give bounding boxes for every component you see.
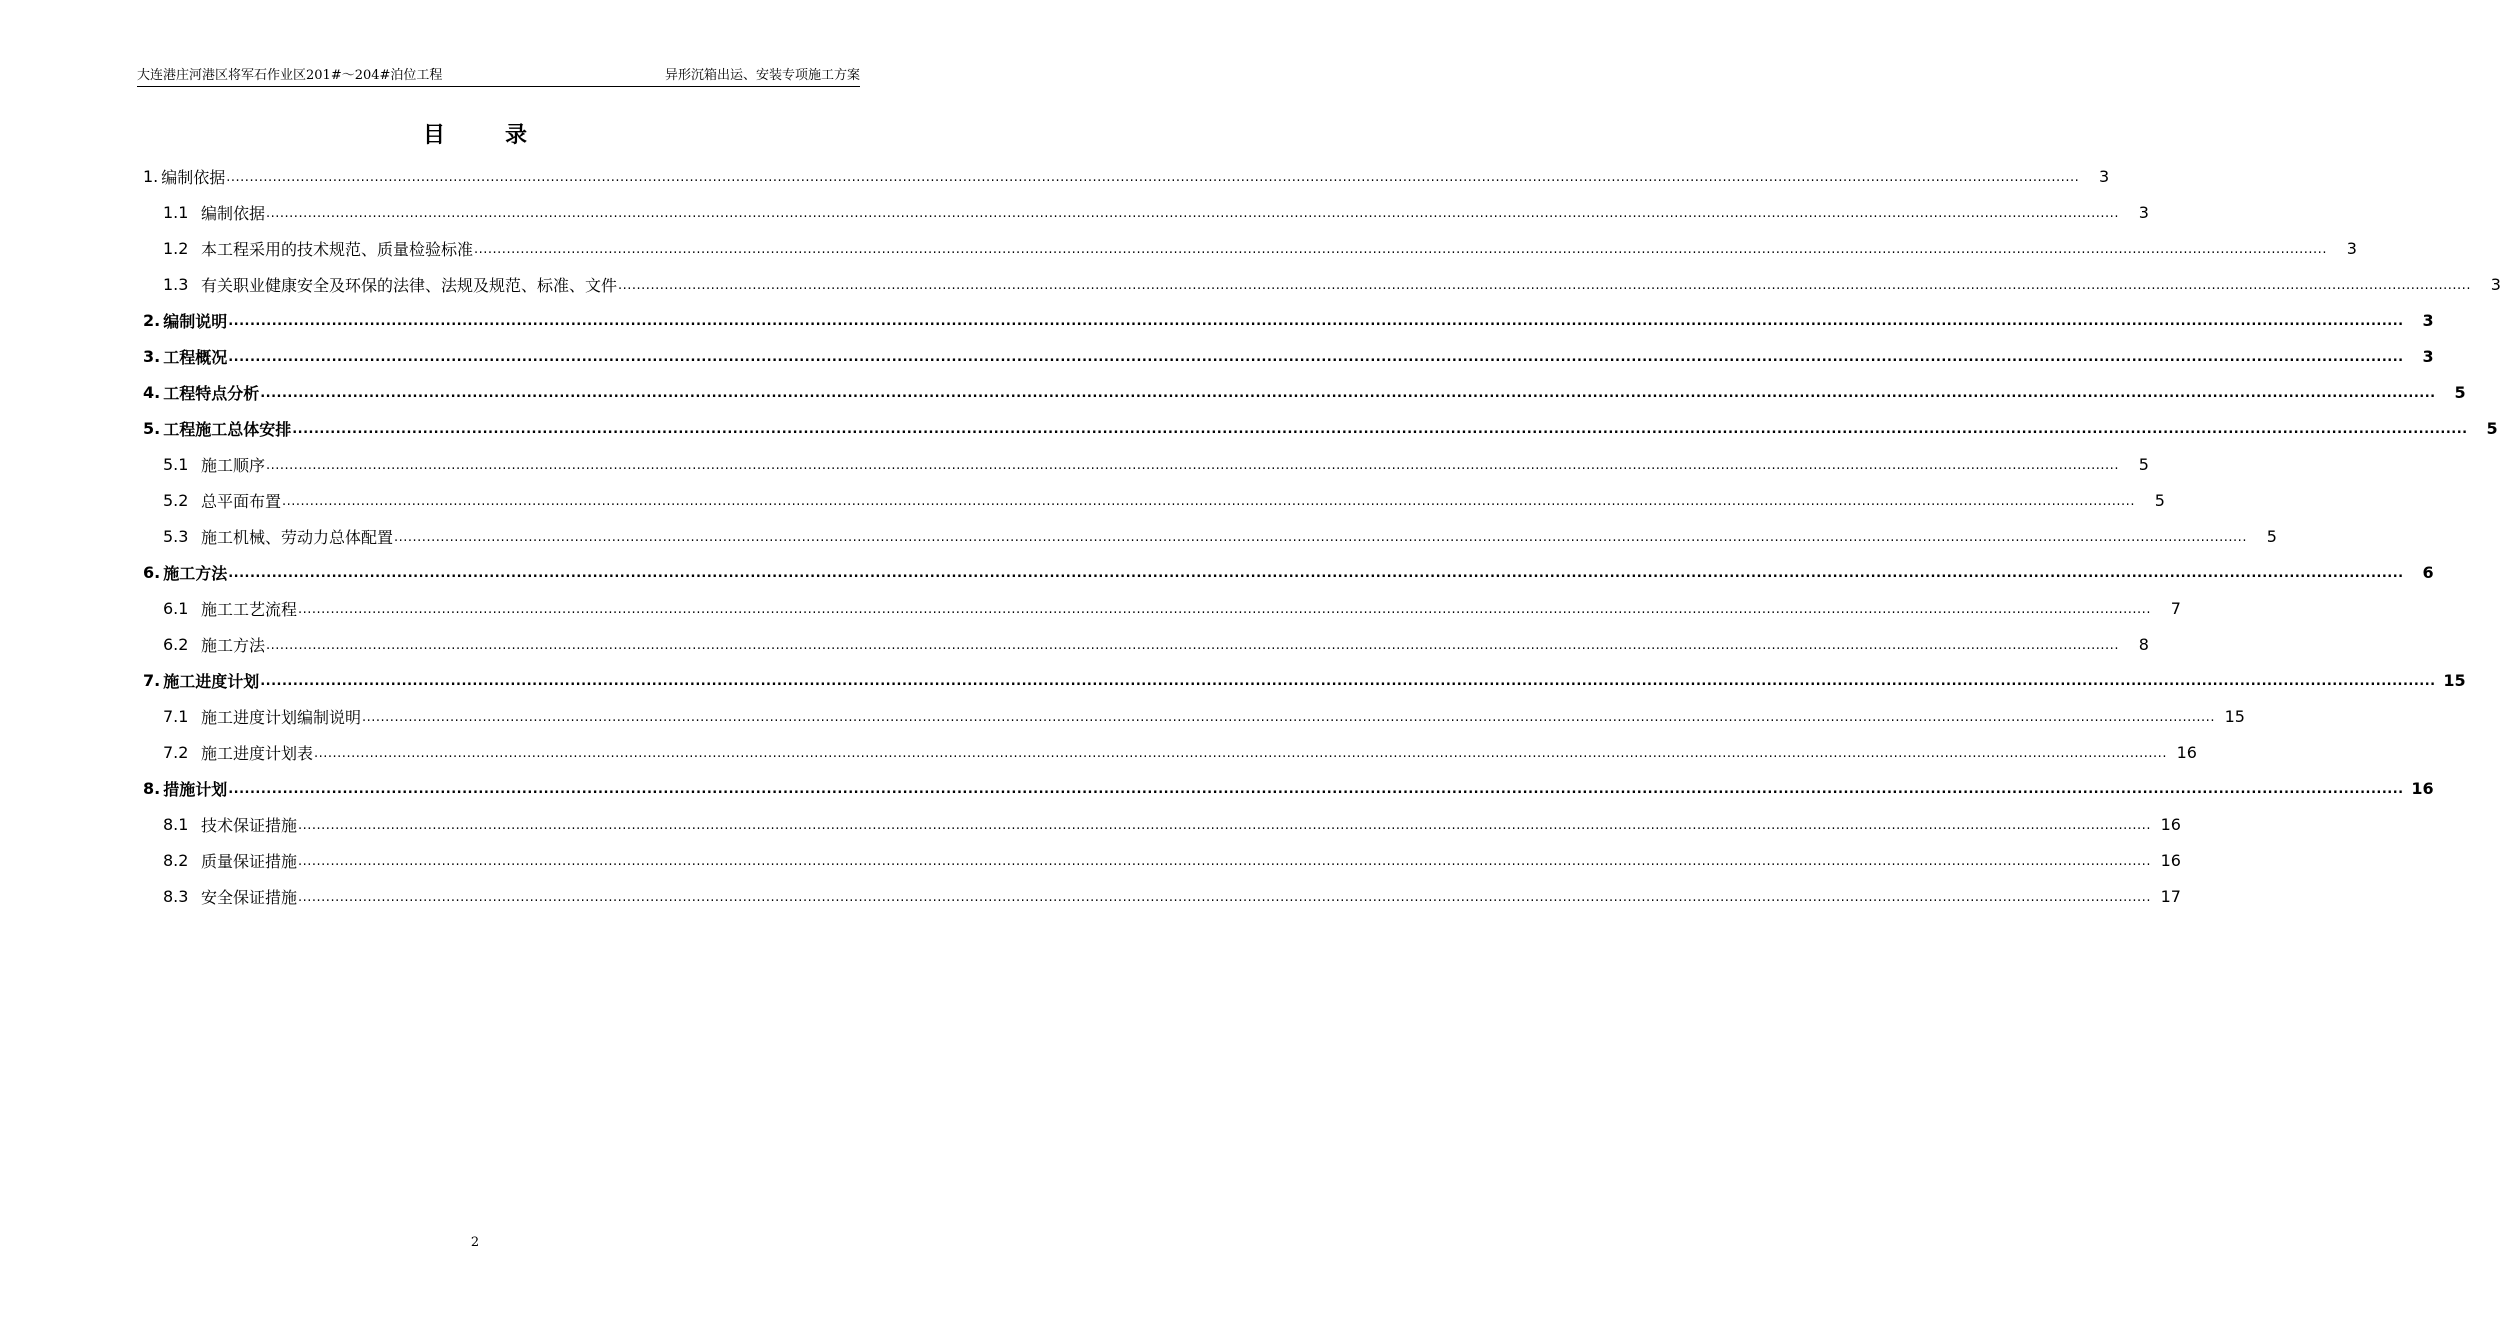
toc-leader-dots: ................................................................................................................................................................................................................................................................................................................................................................................................................: [314, 746, 2167, 761]
toc-title-part2: 录: [505, 123, 528, 148]
toc-entry[interactable]: [143, 626, 2149, 662]
toc-entry-label: 工程施工总体安排: [163, 419, 292, 439]
toc-entry[interactable]: [143, 554, 2434, 590]
toc-entry-label: 技术保证措施: [201, 815, 298, 835]
toc-entry[interactable]: [143, 662, 2466, 698]
toc-entry-page: 8: [2138, 634, 2149, 654]
toc-entry-page: 5: [2454, 382, 2466, 402]
toc-entry-page: 3: [2490, 274, 2501, 294]
toc-entry-page: 5: [2486, 418, 2498, 438]
toc-entry-number: 1.1: [163, 202, 189, 222]
toc-entry-number: 5.: [143, 418, 161, 438]
toc-entry-label: 工程概况: [163, 347, 228, 367]
toc-entry[interactable]: [143, 590, 2181, 626]
toc-entry-page: 3: [2346, 238, 2357, 258]
toc-entry-page: 3: [2099, 166, 2110, 186]
toc-entry-label: 施工工艺流程: [201, 599, 298, 619]
toc-entry-number: 5.1: [163, 454, 189, 474]
toc-entry-label: 施工机械、劳动力总体配置: [201, 527, 394, 547]
toc-entry-label: 本工程采用的技术规范、质量检验标准: [201, 239, 474, 259]
toc-leader-dots: ................................................................................................................................................................................................................................................................................................................................................................................................................: [618, 278, 2471, 293]
toc-leader-dots: ................................................................................................................................................................................................................................................................................................................................................................................................................: [228, 314, 2404, 329]
toc-leader-dots: ................................................................................................................................................................................................................................................................................................................................................................................................................: [228, 566, 2404, 581]
toc-entry-page: 16: [2160, 814, 2181, 834]
toc-leader-dots: ................................................................................................................................................................................................................................................................................................................................................................................................................: [260, 386, 2436, 401]
toc-entry-page: 16: [2176, 742, 2197, 762]
toc-leader-dots: ................................................................................................................................................................................................................................................................................................................................................................................................................: [260, 674, 2436, 689]
toc-entry-number: 2.: [143, 310, 161, 330]
toc-entry[interactable]: [143, 194, 2149, 230]
toc-entry-number: 7.: [143, 670, 161, 690]
toc-entry-number: 8.3: [163, 886, 189, 906]
toc-entry-number: 8.1: [163, 814, 189, 834]
toc-entry-number: 5.2: [163, 490, 189, 510]
toc-leader-dots: ................................................................................................................................................................................................................................................................................................................................................................................................................: [298, 890, 2151, 905]
toc-entry-label: 编制依据: [161, 167, 226, 187]
toc-leader-dots: ................................................................................................................................................................................................................................................................................................................................................................................................................: [226, 170, 2080, 185]
toc-entry[interactable]: [143, 806, 2181, 842]
page-number: 2: [470, 1235, 480, 1250]
toc-entry-label: 安全保证措施: [201, 887, 298, 907]
toc-entry-number: 1.3: [163, 274, 189, 294]
toc-leader-dots: ................................................................................................................................................................................................................................................................................................................................................................................................................: [292, 422, 2468, 437]
toc-entry-label: 施工顺序: [201, 455, 266, 475]
toc-leader-dots: ................................................................................................................................................................................................................................................................................................................................................................................................................: [228, 350, 2404, 365]
table-of-contents: [143, 158, 2501, 914]
toc-entry[interactable]: [143, 698, 2245, 734]
toc-entry[interactable]: [143, 266, 2501, 302]
toc-entry-number: 3.: [143, 346, 161, 366]
toc-entry-page: 7: [2170, 598, 2181, 618]
toc-leader-dots: ................................................................................................................................................................................................................................................................................................................................................................................................................: [298, 818, 2151, 833]
toc-entry-page: 3: [2422, 310, 2434, 330]
toc-entry[interactable]: [143, 482, 2165, 518]
toc-entry-number: 5.3: [163, 526, 189, 546]
header-project-name: 大连港庄河港区将军石作业区201#～204#泊位工程: [137, 68, 443, 83]
toc-entry-number: 4.: [143, 382, 161, 402]
toc-entry[interactable]: [143, 338, 2434, 374]
toc-entry-page: 5: [2138, 454, 2149, 474]
toc-entry-label: 编制说明: [163, 311, 228, 331]
toc-entry-number: 6.2: [163, 634, 189, 654]
toc-entry-label: 措施计划: [163, 779, 228, 799]
toc-entry-number: 8.: [143, 778, 161, 798]
toc-entry[interactable]: [143, 842, 2181, 878]
toc-entry[interactable]: [143, 410, 2498, 446]
toc-entry[interactable]: [143, 734, 2197, 770]
toc-leader-dots: ................................................................................................................................................................................................................................................................................................................................................................................................................: [266, 206, 2119, 221]
toc-entry-page: 5: [2266, 526, 2277, 546]
toc-entry-number: 1.2: [163, 238, 189, 258]
toc-entry-page: 3: [2422, 346, 2434, 366]
toc-entry-number: 7.2: [163, 742, 189, 762]
toc-entry-label: 施工进度计划编制说明: [201, 707, 362, 727]
toc-entry-page: 17: [2160, 886, 2181, 906]
toc-entry-label: 施工进度计划表: [201, 743, 314, 763]
toc-entry[interactable]: [143, 518, 2277, 554]
toc-entry-label: 施工进度计划: [163, 671, 260, 691]
toc-entry-number: 8.2: [163, 850, 189, 870]
toc-entry-page: 3: [2138, 202, 2149, 222]
toc-entry-page: 15: [2224, 706, 2245, 726]
toc-entry[interactable]: [143, 770, 2434, 806]
toc-entry[interactable]: [143, 446, 2149, 482]
toc-entry-label: 质量保证措施: [201, 851, 298, 871]
toc-entry[interactable]: [143, 158, 2110, 194]
toc-entry-page: 5: [2154, 490, 2165, 510]
toc-entry-page: 15: [2443, 670, 2466, 690]
toc-leader-dots: ................................................................................................................................................................................................................................................................................................................................................................................................................: [266, 458, 2119, 473]
toc-entry-page: 16: [2160, 850, 2181, 870]
toc-leader-dots: ................................................................................................................................................................................................................................................................................................................................................................................................................: [394, 530, 2247, 545]
toc-entry-label: 施工方法: [201, 635, 266, 655]
toc-leader-dots: ................................................................................................................................................................................................................................................................................................................................................................................................................: [474, 242, 2327, 257]
toc-entry-number: 6.1: [163, 598, 189, 618]
toc-entry[interactable]: [143, 374, 2466, 410]
toc-entry[interactable]: [143, 302, 2434, 338]
toc-entry-label: 编制依据: [201, 203, 266, 223]
toc-title-part1: 目: [422, 123, 445, 148]
header-document-title: 异形沉箱出运、安装专项施工方案: [664, 68, 860, 83]
toc-entry-label: 总平面布置: [201, 491, 282, 511]
toc-leader-dots: ................................................................................................................................................................................................................................................................................................................................................................................................................: [298, 854, 2151, 869]
toc-leader-dots: ................................................................................................................................................................................................................................................................................................................................................................................................................: [228, 782, 2404, 797]
toc-entry-number: 6.: [143, 562, 161, 582]
toc-title: [0, 118, 950, 149]
toc-entry-page: 16: [2411, 778, 2434, 798]
toc-entry[interactable]: [143, 878, 2181, 914]
toc-leader-dots: ................................................................................................................................................................................................................................................................................................................................................................................................................: [362, 710, 2215, 725]
toc-entry-label: 有关职业健康安全及环保的法律、法规及规范、标准、文件: [201, 275, 618, 295]
toc-leader-dots: ................................................................................................................................................................................................................................................................................................................................................................................................................: [266, 638, 2119, 653]
toc-entry-label: 工程特点分析: [163, 383, 260, 403]
toc-leader-dots: ................................................................................................................................................................................................................................................................................................................................................................................................................: [298, 602, 2151, 617]
toc-leader-dots: ................................................................................................................................................................................................................................................................................................................................................................................................................: [282, 494, 2135, 509]
toc-entry-page: 6: [2422, 562, 2434, 582]
page-header: [137, 64, 860, 87]
toc-entry-number: 7.1: [163, 706, 189, 726]
toc-entry[interactable]: [143, 230, 2357, 266]
toc-entry-number: 1.: [143, 166, 159, 186]
toc-entry-label: 施工方法: [163, 563, 228, 583]
